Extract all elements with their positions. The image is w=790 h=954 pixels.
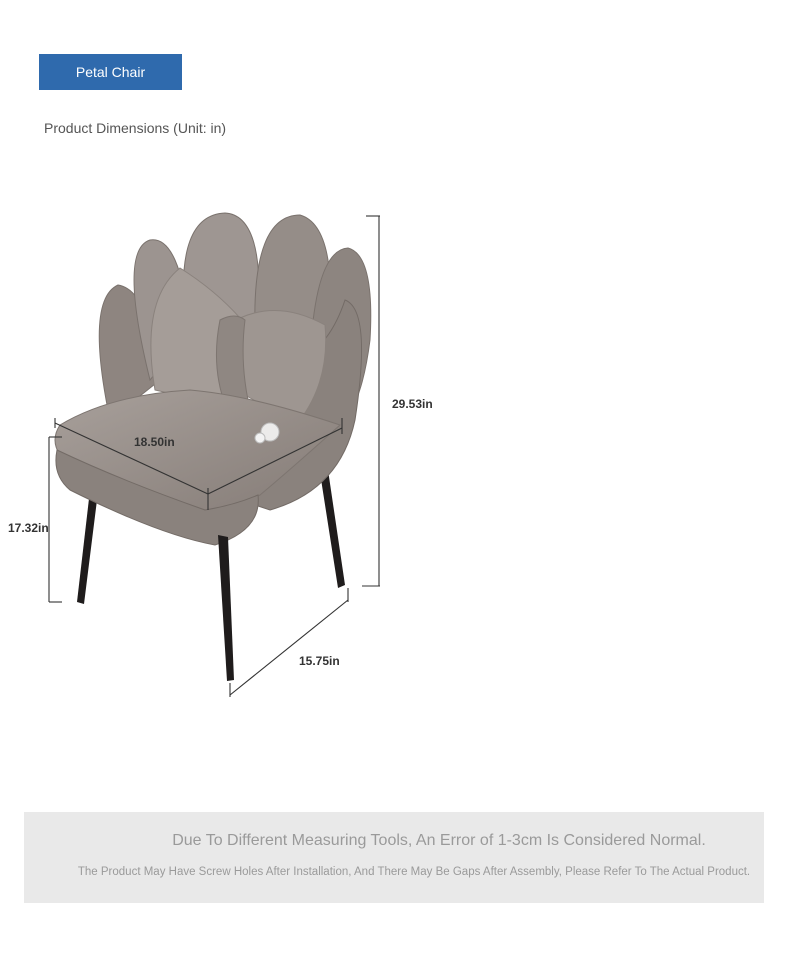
chair-dimension-figure <box>0 190 460 710</box>
notice-sub-text: The Product May Have Screw Holes After Installation, And There May Be Gaps After Assembly, Please Refer To The Actual Product. <box>77 866 751 878</box>
notice-main-text: Due To Different Measuring Tools, An Error of 1-3cm Is Considered Normal. <box>172 832 706 849</box>
chair-illustration <box>0 190 460 710</box>
seat-width-dimension-label: 18.50in <box>134 435 175 449</box>
product-tag: Petal Chair <box>39 54 182 90</box>
depth-dimension-label: 15.75in <box>299 654 340 668</box>
chair-leg <box>218 535 234 681</box>
height-dimension-label: 29.53in <box>392 397 433 411</box>
seat-height-dimension-label: 17.32in <box>8 521 49 535</box>
dimensions-subtitle: Product Dimensions (Unit: in) <box>44 120 227 136</box>
measurement-notice <box>24 812 764 903</box>
bow-knot <box>216 316 248 402</box>
chair-leg <box>77 490 98 604</box>
